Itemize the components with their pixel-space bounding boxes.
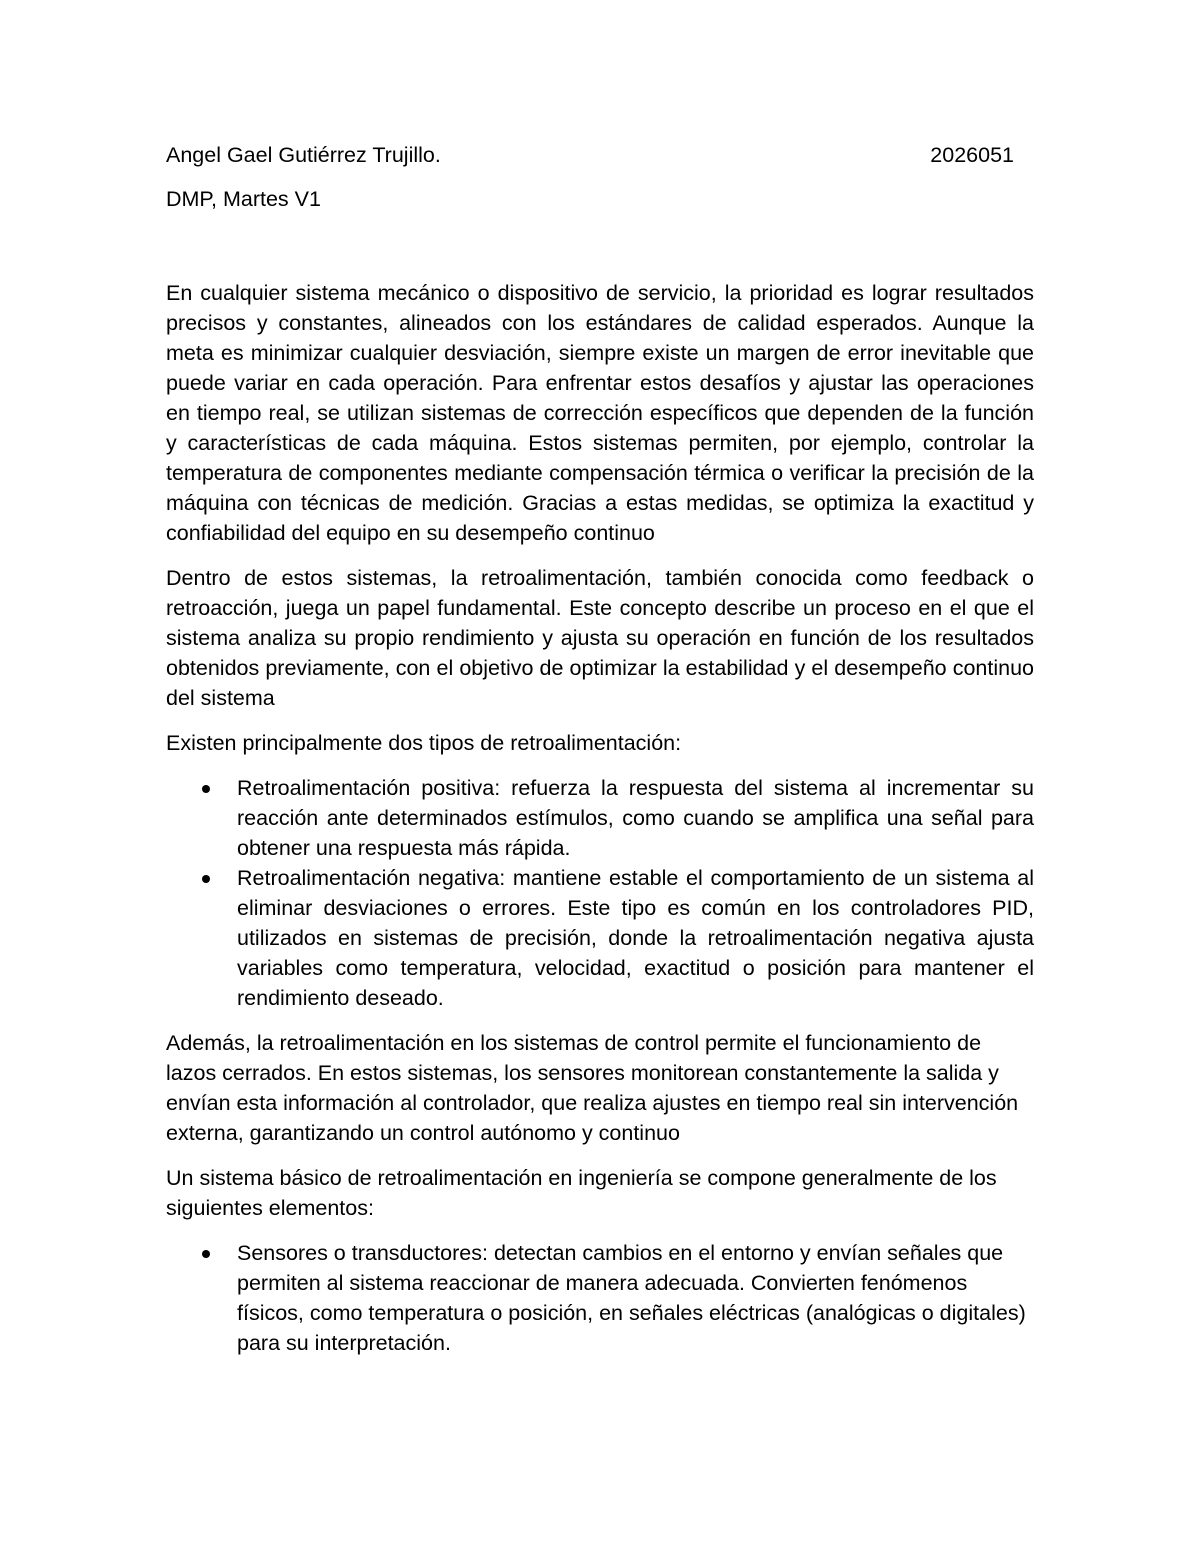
document-body [166,140,1034,1373]
student-id: 2026051 [930,143,1014,167]
bullet-icon [202,785,210,793]
paragraph-intro: En cualquier sistema mecánico o dispositivo de servicio, la prioridad es lograr resultados precisos y constantes, alineados con los estándares de calidad esperados. Aunque la meta es minimizar cualquier desviación, siempre existe un margen de error inevitable que puede variar en cada operación. Para enfrentar estos desafíos y ajustar las operaciones en tiempo real, se utilizan sistemas de corrección específicos que dependen de la función y características de cada máquina. Estos sistemas permiten, por ejemplo, controlar la temperatura de componentes mediante compensación térmica o verificar la precisión de la máquina con técnicas de medición. Gracias a estas medidas, se optimiza la exactitud y confiabilidad del equipo en su desempeño continuo [166,281,1034,545]
system-elements-list [166,1238,1034,1358]
list-item-text: Retroalimentación negativa: mantiene estable el comportamiento de un sistema al eliminar desviaciones o errores. Este tipo es común en los controladores PID, utilizados en sistemas de precisión, donde la retroalimentación negativa ajusta variables como temperatura, velocidad, exactitud o posición para mantener el rendimiento deseado. [237,866,1034,1010]
header-row [166,140,1014,170]
paragraph-feedback-definition: Dentro de estos sistemas, la retroalimentación, también conocida como feedback o retroacción, juega un papel fundamental. Este concepto describe un proceso en el que el sistema analiza su propio rendimiento y ajusta su operación en función de los resultados obtenidos previamente, con el objetivo de optimizar la estabilidad y el desempeño continuo del sistema [166,566,1034,710]
list-item-text: Retroalimentación positiva: refuerza la respuesta del sistema al incrementar su reacción ante determinados estímulos, como cuando se amplifica una señal para obtener una respuesta más rápida. [237,776,1034,860]
bullet-icon [202,875,210,883]
paragraph-types-intro: Existen principalmente dos tipos de retroalimentación: [166,731,682,755]
course-info: DMP, Martes V1 [166,187,321,211]
paragraph-closed-loop: Además, la retroalimentación en los sistemas de control permite el funcionamiento de lazos cerrados. En estos sistemas, los sensores monitorean constantemente la salida y envían esta información al controlador, que realiza ajustes en tiempo real sin intervención externa, garantizando un control autónomo y continuo [166,1031,1019,1145]
feedback-types-list [166,773,1034,1013]
list-item [166,773,1034,863]
paragraph-elements-intro: Un sistema básico de retroalimentación en ingeniería se compone generalmente de los siguientes elementos: [166,1166,997,1220]
list-item [166,863,1034,1013]
list-item-text: Sensores o transductores: detectan cambios en el entorno y envían señales que permiten al sistema reaccionar de manera adecuada. Convierten fenómenos físicos, como temperatura o posición, en señales eléctricas (analógicas o digitales) para su interpretación. [237,1241,1026,1355]
author-name: Angel Gael Gutiérrez Trujillo. [166,143,441,167]
list-item [166,1238,1034,1358]
bullet-icon [202,1250,210,1258]
